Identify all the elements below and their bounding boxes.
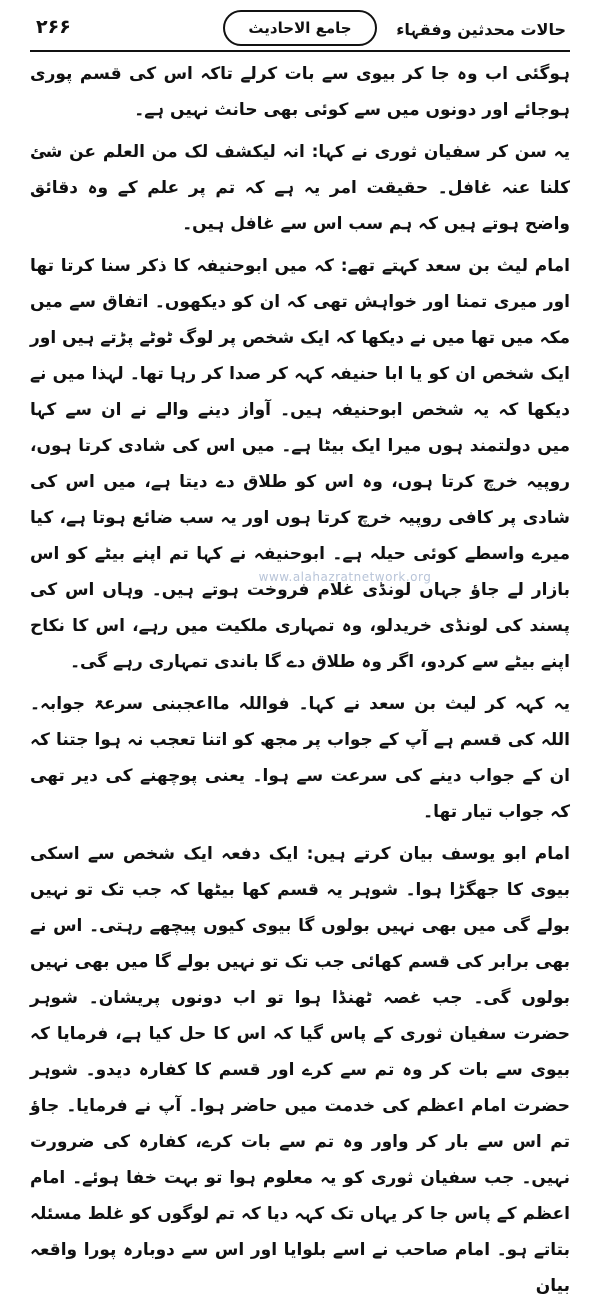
page-body [30, 56, 570, 1310]
paragraph: امام ابو یوسف بیان کرتے ہیں: ایک دفعہ ایک شخص سے اسکی بیوی کا جھگڑا ہوا۔ شوہر یہ قسم کھا بیٹھا کہ جب تک تو نہیں بولے گی میں بھی نہیں بولوں گا بیوی کیوں پیچھے رہتی۔ اس نے بھی برابر کی قسم کھائی جب تک تو نہیں بولے گا میں بھی نہیں بولوں گی۔ جب غصہ ٹھنڈا ہوا تو اب دونوں پریشان۔ شوہر حضرت سفیان ثوری کے پاس گیا کہ اس کا حل کیا ہے، فرمایا کہ بیوی سے بات کر وہ تم سے کرے اور قسم کا کفارہ دیدو۔ شوہر حضرت امام اعظم کی خدمت میں حاضر ہوا۔ آپ نے فرمایا۔ جاؤ تم اس سے بار کر واور وہ تم سے بات کرے، کفارہ کی ضرورت نہیں۔ جب سفیان ثوری کو یہ معلوم ہوا تو بہت خفا ہوئے۔ امام اعظم کے پاس جا کر یہاں تک کہہ دیا کہ تم لوگوں کو غلط مسئلہ بتاتے ہو۔ امام صاحب نے اسے بلوایا اور اس سے دوبارہ پورا واقعہ بیان [30, 844, 570, 1296]
paragraph: ہوگئی اب وہ جا کر بیوی سے بات کرلے تاکہ اس کی قسم پوری ہوجائے اور دونوں میں سے کوئی بھی حانث نہیں ہے۔ [30, 64, 570, 120]
paragraph: یہ سن کر سفیان ثوری نے کہا: انہ لیکشف لک من العلم عن شئ کلنا عنہ غافل۔ حقیقت امر یہ ہے کہ تم پر علم کے وہ دقائق واضح ہوتے ہیں کہ ہم سب اس سے غافل ہیں۔ [30, 142, 570, 234]
book-title-cartouche: جامع الاحادیث [223, 10, 377, 46]
watermark-url: www.alahazratnetwork.org [258, 570, 432, 584]
chapter-title: حالات محدثین وفقہاء [396, 20, 566, 39]
page-number: ۲۶۶ [36, 16, 71, 38]
page-header [30, 8, 570, 52]
header-divider [30, 50, 570, 52]
paragraph: امام لیث بن سعد کہتے تھے: کہ میں ابوحنیفہ کا ذکر سنا کرتا تھا اور میری تمنا اور خواہش تھی کہ ان کو دیکھوں۔ اتفاق سے میں مکہ میں تھا میں نے دیکھا کہ ایک شخص پر لوگ ٹوٹے پڑتے ہیں اور ایک شخص ان کو یا ابا حنیفہ کہہ کر صدا کر رہا تھا۔ لہذا میں نے دیکھا کہ یہ شخص ابوحنیفہ ہیں۔ آواز دینے والے نے ان سے کہا میں دولتمند ہوں میرا ایک بیٹا ہے۔ میں اس کی شادی کرتا ہوں، روپیہ خرچ کرتا ہوں، وہ اس کو طلاق دے دیتا ہے، میں اس کی شادی پر کافی روپیہ خرچ کرتا ہوں اور یہ سب ضائع ہوتا ہے، کیا میرے واسطے کوئی حیلہ ہے۔ ابوحنیفہ نے کہا تم اپنے بیٹے کو اس بازار لے جاؤ جہاں لونڈی غلام فروخت ہوتے ہیں۔ وہاں اس کی پسند کی لونڈی خریدلو، وہ تمہاری ملکیت میں رہے، اس کا نکاح اپنے بیٹے سے کردو، اگر وہ طلاق دے گا باندی تمہاری رہے گی۔ [30, 256, 570, 672]
paragraph: یہ کہہ کر لیث بن سعد نے کہا۔ فواللہ مااعجبنی سرعۃ جوابہ۔ اللہ کی قسم ہے آپ کے جواب پر مجھ کو اتنا تعجب نہ ہوا جتنا کہ ان کے جواب دینے کی سرعت سے ہوا۔ یعنی پوچھنے کی دیر تھی کہ جواب تیار تھا۔ [30, 694, 570, 822]
